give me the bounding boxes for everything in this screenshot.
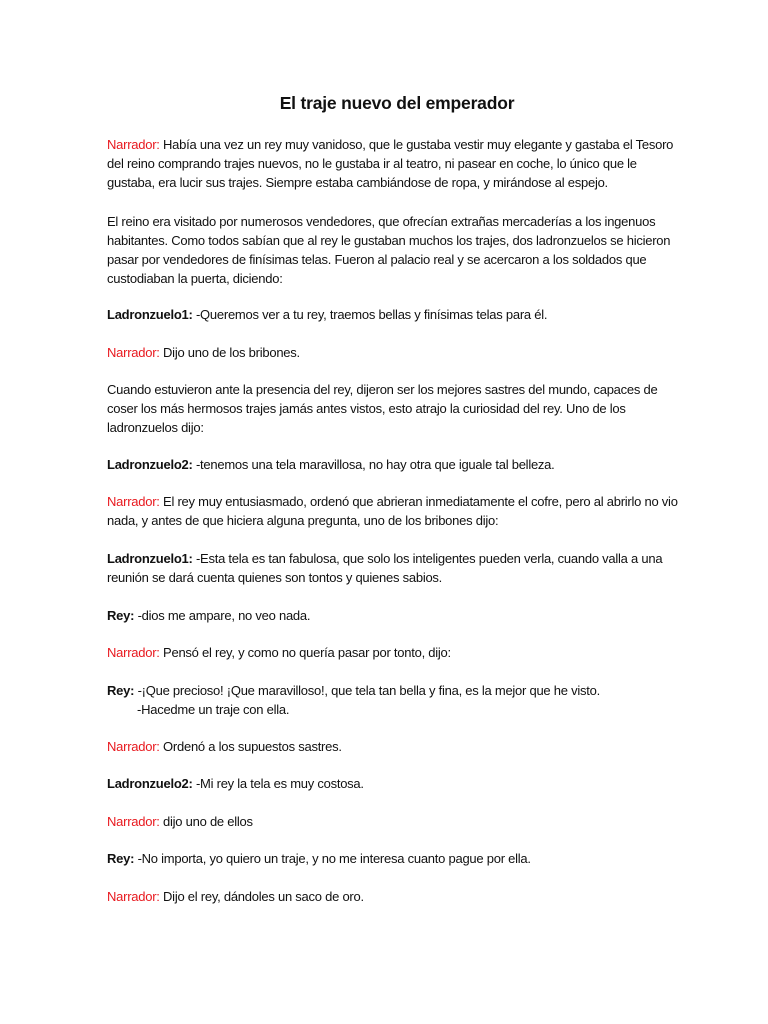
paragraph-14 [107, 812, 687, 831]
speaker-label: Ladronzuelo2: [107, 457, 193, 472]
speaker-label: Narrador: [107, 739, 160, 754]
speaker-label: Narrador: [107, 889, 160, 904]
paragraph-5 [107, 380, 687, 437]
speaker-label: Ladronzuelo2: [107, 776, 193, 791]
paragraph-text: -¡Que precioso! ¡Que maravilloso!, que tela tan bella y fina, es la mejor que he visto. [137, 683, 600, 698]
speaker-label: Rey: [107, 608, 135, 623]
paragraph-text: dijo uno de ellos [163, 814, 253, 829]
paragraph-text: Había una vez un rey muy vanidoso, que le gustaba vestir muy elegante y gastaba el Tesoro del reino comprando trajes nuevos, no le gustaba ir al teatro, ni pasear en coche, lo único que le gustaba, era lucir sus trajes. Siempre estaba cambiándose de ropa, y mirándose al espejo. [107, 137, 674, 190]
paragraph-1 [107, 135, 687, 192]
speaker-label: Narrador: [107, 645, 160, 660]
speaker-label: Narrador: [107, 494, 160, 509]
speaker-label: Rey: [107, 851, 135, 866]
paragraph-text: Cuando estuvieron ante la presencia del rey, dijeron ser los mejores sastres del mundo, capaces de coser los más hermosos trajes jamás antes vistos, esto atrajo la curiosidad del rey. Uno de los ladronzuelos dijo: [107, 382, 658, 435]
paragraph-10 [107, 643, 687, 662]
speaker-label: Ladronzuelo1: [107, 307, 193, 322]
paragraph-6 [107, 455, 687, 474]
paragraph-11 [107, 681, 687, 719]
paragraph-text: El rey muy entusiasmado, ordenó que abrieran inmediatamente el cofre, pero al abrirlo no vio nada, y antes de que hiciera alguna pregunta, uno de los bribones dijo: [107, 494, 678, 528]
paragraph-13 [107, 774, 687, 793]
speaker-label: Rey: [107, 683, 135, 698]
paragraph-3 [107, 305, 687, 324]
paragraph-4 [107, 343, 687, 362]
speaker-label: Narrador: [107, 345, 160, 360]
paragraph-text-continued: -Hacedme un traje con ella. [137, 702, 290, 717]
paragraph-12 [107, 737, 687, 756]
paragraph-text: Dijo el rey, dándoles un saco de oro. [163, 889, 364, 904]
paragraph-text: -Esta tela es tan fabulosa, que solo los inteligentes pueden verla, cuando valla a una reunión se dará cuenta quienes son tontos y quienes sabios. [107, 551, 663, 585]
paragraph-16 [107, 887, 687, 906]
paragraph-text: Dijo uno de los bribones. [163, 345, 300, 360]
paragraph-text: -tenemos una tela maravillosa, no hay otra que iguale tal belleza. [195, 457, 555, 472]
paragraph-text: -No importa, yo quiero un traje, y no me interesa cuanto pague por ella. [137, 851, 531, 866]
paragraph-text: -dios me ampare, no veo nada. [137, 608, 311, 623]
paragraph-15 [107, 849, 687, 868]
speaker-label: Ladronzuelo1: [107, 551, 193, 566]
paragraph-text: -Queremos ver a tu rey, traemos bellas y finísimas telas para él. [195, 307, 548, 322]
paragraph-text: -Mi rey la tela es muy costosa. [195, 776, 364, 791]
speaker-label: Narrador: [107, 814, 160, 829]
paragraph-2 [107, 212, 687, 288]
paragraph-text: El reino era visitado por numerosos vendedores, que ofrecían extrañas mercaderías a los ingenuos habitantes. Como todos sabían que al rey le gustaban muchos los trajes, dos ladronzuelos se hicieron pasar por vendedores de finísimas telas. Fueron al palacio real y se acercaron a los soldados que custodiaban la puerta, diciendo: [107, 214, 671, 286]
paragraph-text: Pensó el rey, y como no quería pasar por tonto, dijo: [163, 645, 451, 660]
document-title: El traje nuevo del emperador [279, 93, 515, 113]
paragraph-7 [107, 492, 687, 530]
paragraph-9 [107, 606, 687, 625]
paragraph-text: Ordenó a los supuestos sastres. [163, 739, 342, 754]
speaker-label: Narrador: [107, 137, 160, 152]
paragraph-8 [107, 549, 687, 587]
